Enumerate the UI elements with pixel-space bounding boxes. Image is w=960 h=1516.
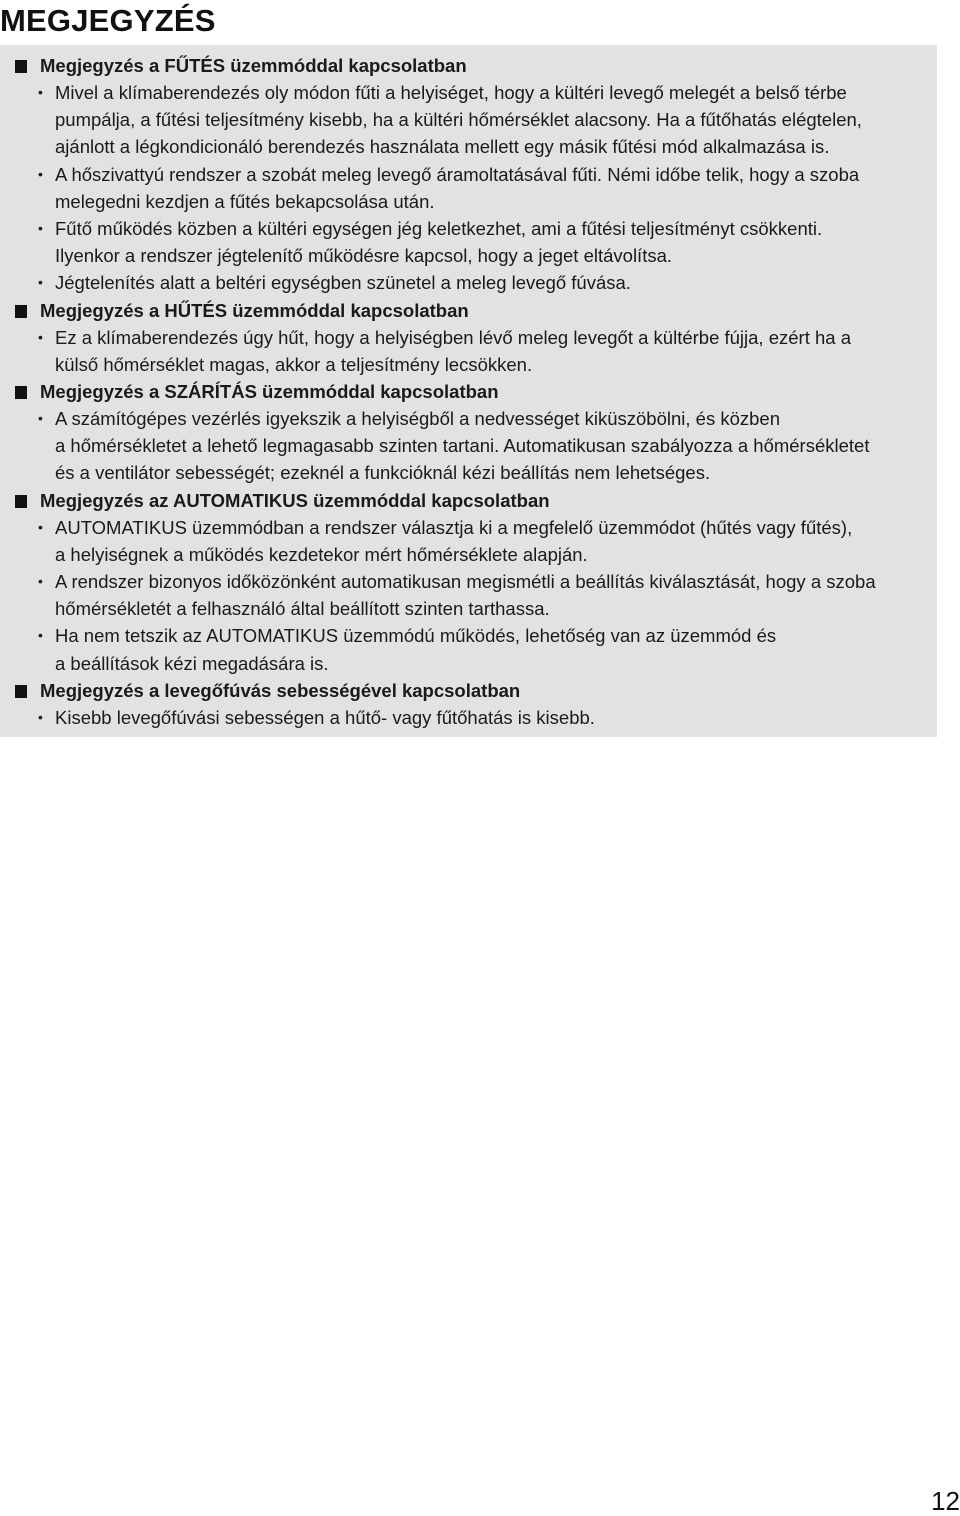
square-bullet-icon bbox=[15, 386, 27, 399]
bullet-item bbox=[0, 514, 937, 568]
note-section bbox=[0, 297, 937, 378]
section-heading bbox=[0, 297, 937, 324]
note-section bbox=[0, 378, 937, 487]
bullet-text-line: melegedni kezdjen a fűtés bekapcsolása után. bbox=[55, 190, 435, 212]
bullet-text-line: A számítógépes vezérlés igyekszik a helyiségből a nedvességet kiküszöbölni, és közben bbox=[55, 408, 780, 430]
bullet-item bbox=[0, 568, 937, 622]
section-heading-text: Megjegyzés a HŰTÉS üzemmóddal kapcsolatban bbox=[40, 299, 469, 321]
section-heading bbox=[0, 487, 937, 514]
bullet-text-line: Ilyenkor a rendszer jégtelenítő működésre kapcsol, hogy a jeget eltávolítsa. bbox=[55, 245, 673, 267]
bullet-dot-icon: • bbox=[38, 84, 43, 100]
section-heading-text: Megjegyzés a FŰTÉS üzemmóddal kapcsolatban bbox=[40, 55, 467, 76]
square-bullet-icon bbox=[15, 685, 27, 698]
bullet-item bbox=[0, 704, 937, 731]
bullet-dot-icon: • bbox=[38, 165, 43, 182]
page-title: MEGJEGYZÉS bbox=[0, 3, 216, 38]
bullet-text-line: hőmérsékletét a felhasználó által beállított szinten tarthassa. bbox=[55, 598, 550, 620]
bullet-dot-icon: • bbox=[38, 220, 43, 237]
bullet-item bbox=[0, 161, 937, 215]
bullet-text-line: Mivel a klímaberendezés oly módon fűti a helyiséget, hogy a kültéri levegő melegét a belső térbe bbox=[55, 82, 847, 103]
section-heading bbox=[0, 378, 937, 405]
square-bullet-icon bbox=[15, 495, 27, 508]
bullet-item bbox=[0, 324, 937, 378]
bullet-dot-icon: • bbox=[38, 708, 43, 725]
bullet-text-line: külső hőmérséklet magas, akkor a teljesítmény lecsökken. bbox=[55, 353, 533, 375]
bullet-dot-icon: • bbox=[38, 573, 43, 590]
section-heading-text: Megjegyzés a levegőfúvás sebességével kapcsolatban bbox=[40, 679, 521, 701]
bullet-text-line: A rendszer bizonyos időközönként automatikusan megismétli a beállítás kiválasztását, hogy a szoba bbox=[55, 571, 876, 593]
section-heading bbox=[0, 52, 937, 79]
bullet-text-line: AUTOMATIKUS üzemmódban a rendszer választja ki a megfelelő üzemmódot (hűtés vagy fűtés), bbox=[55, 516, 853, 538]
bullet-dot-icon: • bbox=[38, 627, 43, 644]
bullet-text-line: ajánlott a légkondicionáló berendezés használata mellett egy másik fűtési mód alkalmazása is. bbox=[55, 136, 830, 158]
notes-box bbox=[0, 45, 937, 737]
bullet-text-line: Jégtelenítés alatt a beltéri egységben szünetel a meleg levegő fúvása. bbox=[55, 272, 631, 294]
square-bullet-icon bbox=[15, 60, 27, 73]
note-section bbox=[0, 487, 937, 677]
bullet-text-line: Fűtő működés közben a kültéri egységen jég keletkezhet, ami a fűtési teljesítményt csökkenti. bbox=[55, 218, 823, 240]
section-heading-text: Megjegyzés az AUTOMATIKUS üzemmóddal kapcsolatban bbox=[40, 489, 550, 511]
bullet-text-line: a beállítások kézi megadására is. bbox=[55, 652, 329, 674]
bullet-item bbox=[0, 622, 937, 676]
bullet-item bbox=[0, 79, 937, 161]
note-section bbox=[0, 677, 937, 731]
bullet-text-line: A hőszivattyú rendszer a szobát meleg levegő áramoltatásával fűti. Némi időbe telik, hogy a szoba bbox=[55, 163, 860, 185]
bullet-dot-icon: • bbox=[38, 518, 43, 535]
bullet-text-line: Kisebb levegőfúvási sebességen a hűtő- vagy fűtőhatás is kisebb. bbox=[55, 706, 595, 728]
bullet-dot-icon: • bbox=[38, 410, 43, 427]
bullet-item bbox=[0, 405, 937, 487]
square-bullet-icon bbox=[15, 305, 27, 318]
bullet-dot-icon: • bbox=[38, 328, 43, 345]
bullet-text-line: Ha nem tetszik az AUTOMATIKUS üzemmódú működés, lehetőség van az üzemmód és bbox=[55, 625, 777, 647]
bullet-item bbox=[0, 269, 937, 296]
bullet-text-line: és a ventilátor sebességét; ezeknél a funkcióknál kézi beállítás nem lehetséges. bbox=[55, 462, 711, 484]
page-number: 12 bbox=[931, 1486, 960, 1516]
section-heading-text: Megjegyzés a SZÁRÍTÁS üzemmóddal kapcsolatban bbox=[40, 381, 499, 403]
bullet-text-line: pumpálja, a fűtési teljesítmény kisebb, ha a kültéri hőmérséklet alacsony. Ha a fűtőhatás elégtelen, bbox=[55, 109, 862, 131]
bullet-text-line: Ez a klímaberendezés úgy hűt, hogy a helyiségben lévő meleg levegőt a kültérbe fújja, ezért ha a bbox=[55, 326, 851, 348]
note-section bbox=[0, 52, 937, 297]
bullet-dot-icon: • bbox=[38, 274, 43, 291]
bullet-text-line: a helyiségnek a működés kezdetekor mért hőmérséklete alapján. bbox=[55, 543, 588, 565]
bullet-item bbox=[0, 215, 937, 269]
section-heading bbox=[0, 677, 937, 704]
bullet-text-line: a hőmérsékletet a lehető legmagasabb szinten tartani. Automatikusan szabályozza a hőmérsékletet bbox=[55, 435, 870, 457]
